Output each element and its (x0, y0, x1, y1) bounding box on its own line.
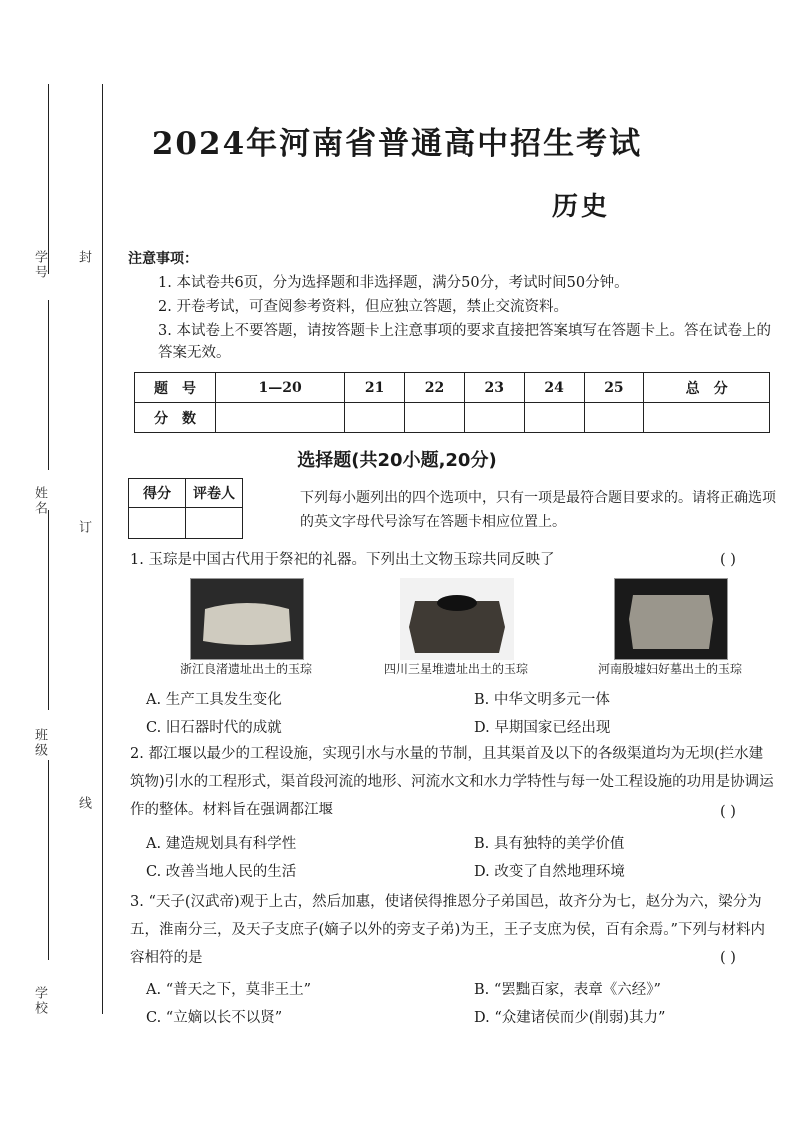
option-a: A. 生产工具发生变化 (146, 692, 282, 708)
jade-cong-icon (191, 579, 303, 659)
score-cell: 22 (405, 373, 465, 403)
photo-caption: 浙江良渚遗址出土的玉琮 (179, 662, 312, 676)
option-d: D. 改变了自然地理环境 (474, 864, 625, 880)
section-title: 选择题(共20小题,20分) (297, 450, 497, 471)
margin-seal-char: 线 (76, 796, 91, 811)
score-table (134, 372, 770, 433)
photo-caption: 河南殷墟妇好墓出土的玉琮 (597, 662, 742, 676)
option-b: B. “罢黜百家，表章《六经》” (474, 982, 661, 998)
exam-title: 2024年河南省普通高中招生考试 (151, 126, 643, 162)
photo-liangzhu-cong (190, 578, 304, 660)
margin-line-outer (48, 84, 49, 274)
photo-sanxingdui-cong (400, 578, 514, 660)
grader-score-label: 得分 (129, 479, 186, 508)
note-item: 1. 本试卷共6页，分为选择题和非选择题，满分50分，考试时间50分钟。 (158, 275, 629, 291)
margin-label-school: 学校 (32, 986, 47, 1016)
score-table-value-row (135, 403, 770, 433)
margin-label-student-id: 学号 (32, 250, 47, 280)
margin-line-outer (48, 760, 49, 960)
subject-title: 历史 (552, 192, 611, 222)
score-cell: 21 (345, 373, 405, 403)
grader-person-label: 评卷人 (186, 479, 243, 508)
question-stem: 3. “天子(汉武帝)观于上古，然后加惠，使诸侯得推恩分子弟国邑，故齐分为七，赵分为六，梁分为五，淮南分三，及天子支庶子(嫡子以外的旁支子弟)为王，王子支庶为侯，百有余焉。”下列与材料内容相符的是 (130, 894, 765, 966)
question-stem: 1. 玉琮是中国古代用于祭祀的礼器。下列出土文物玉琮共同反映了 (130, 552, 555, 568)
score-cell: 题 号 (135, 373, 216, 403)
score-cell: 24 (524, 373, 584, 403)
question-stem: 2. 都江堰以最少的工程设施，实现引水与水量的节制，且其渠首及以下的各级渠道均为无坝(拦水建筑物)引水的工程形式，渠首段河流的地形、河流水文和水力学特性与每一处工程设施的功用是协调运作的整体。材料旨在强调都江堰 (130, 746, 774, 818)
score-blank (584, 403, 644, 433)
option-a: A. “普天之下，莫非王土” (146, 982, 312, 998)
score-blank (644, 403, 770, 433)
answer-paren: ( ) (720, 950, 736, 966)
margin-seal-char: 封 (76, 250, 91, 265)
grader-blank (129, 508, 186, 539)
grader-box (128, 478, 243, 539)
score-row-label: 分 数 (135, 403, 216, 433)
answer-paren: ( ) (720, 552, 736, 568)
option-b: B. 具有独特的美学价值 (474, 836, 625, 852)
jade-cong-shape (203, 603, 291, 645)
answer-paren: ( ) (720, 804, 736, 820)
score-blank (216, 403, 345, 433)
score-cell: 总 分 (644, 373, 770, 403)
score-cell: 25 (584, 373, 644, 403)
section-instruction: 下列每小题列出的四个选项中，只有一项是最符合题目要求的。请将正确选项的英文字母代号涂写在答题卡相应位置上。 (300, 490, 776, 530)
note-item: 2. 开卷考试，可查阅参考资料，但应独立答题，禁止交流资料。 (158, 299, 568, 315)
note-item: 3. 本试卷上不要答题，请按答题卡上注意事项的要求直接把答案填写在答题卡上。答在试卷上的答案无效。 (158, 323, 771, 361)
jade-cong-icon (615, 579, 727, 659)
jade-cong-icon (401, 579, 513, 659)
notes-heading: 注意事项： (128, 251, 198, 267)
jade-cong-shape (629, 595, 713, 649)
option-d: D. 早期国家已经出现 (474, 720, 611, 736)
margin-label-class: 班级 (32, 728, 47, 758)
score-table-header-row (135, 373, 770, 403)
option-b: B. 中华文明多元一体 (474, 692, 610, 708)
option-c: C. 旧石器时代的成就 (146, 720, 282, 736)
option-d: D. “众建诸侯而少(削弱)其力” (474, 1010, 666, 1026)
margin-seal-char: 订 (76, 520, 91, 535)
option-c: C. “立嫡以长不以贤” (146, 1010, 283, 1026)
margin-line-inner (102, 84, 103, 1014)
score-cell: 1—20 (216, 373, 345, 403)
score-blank (405, 403, 465, 433)
photo-fuhao-cong (614, 578, 728, 660)
option-c: C. 改善当地人民的生活 (146, 864, 297, 880)
score-blank (524, 403, 584, 433)
margin-line-outer (48, 510, 49, 710)
option-a: A. 建造规划具有科学性 (146, 836, 297, 852)
score-cell: 23 (464, 373, 524, 403)
margin-line-outer (48, 300, 49, 470)
score-blank (345, 403, 405, 433)
photo-caption: 四川三星堆遗址出土的玉琮 (383, 662, 528, 676)
grader-blank (186, 508, 243, 539)
margin-label-name: 姓名 (32, 486, 47, 516)
score-blank (464, 403, 524, 433)
